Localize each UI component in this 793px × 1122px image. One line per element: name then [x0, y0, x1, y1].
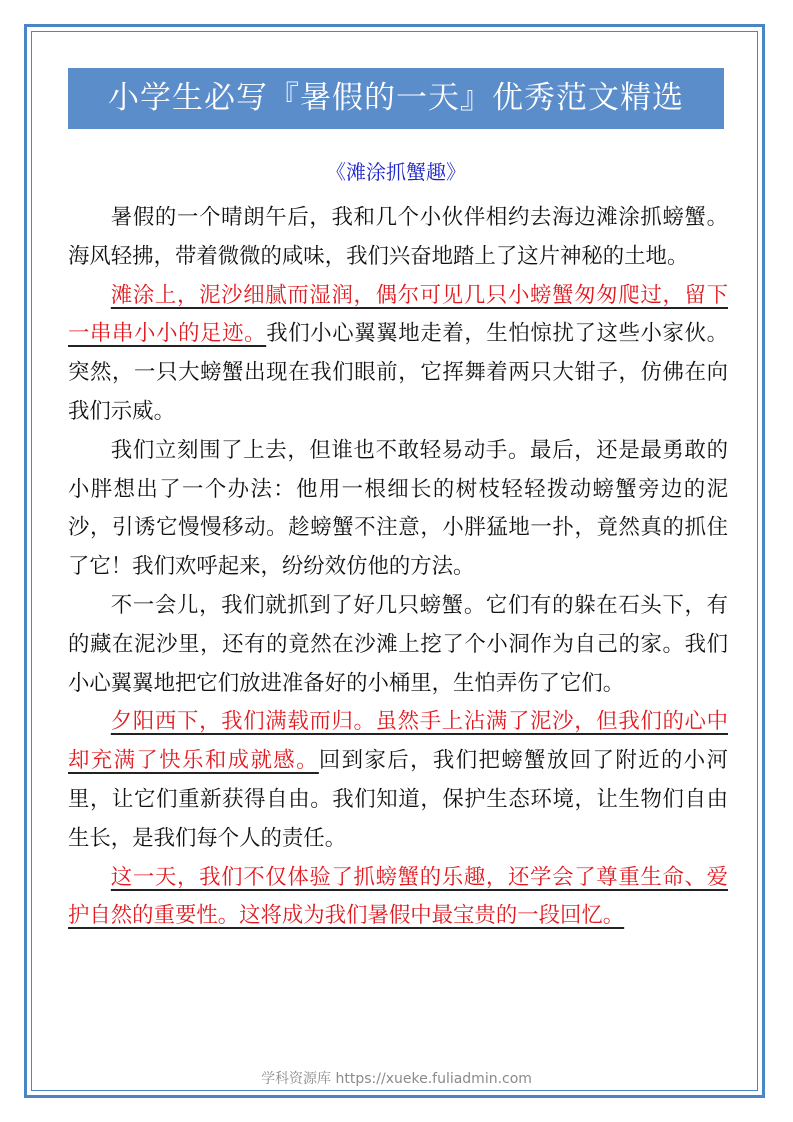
highlighted-sentence: 夕阳西下，我们满载而归。虽然手上沾满了泥沙，但我们的心中却充满了快乐和成就感。: [68, 709, 728, 774]
essay-title: 《滩涂抓蟹趣》: [326, 160, 466, 184]
paragraph-6: [68, 859, 728, 937]
highlighted-sentence: 滩涂上，泥沙细腻而湿润，偶尔可见几只小螃蟹匆匆爬过，留下一串串小小的足迹。: [68, 282, 728, 347]
paragraph-2: [68, 277, 728, 432]
paragraph-text: 我们小心翼翼地走着，生怕惊扰了这些小家伙。突然，一只大螃蟹出现在我们眼前，它挥舞着两只大钳子，仿佛在向我们示威。: [68, 321, 728, 424]
page-title: 小学生必写『暑假的一天』优秀范文精选: [68, 68, 724, 129]
paragraph-4: 不一会儿，我们就抓到了好几只螃蟹。它们有的躲在石头下，有的藏在泥沙里，还有的竟然在沙滩上挖了个小洞作为自己的家。我们小心翼翼地把它们放进准备好的小桶里，生怕弄伤了它们。: [68, 592, 728, 696]
paragraph-text: 回到家后，我们把螃蟹放回了附近的小河里，让它们重新获得自由。我们知道，保护生态环境，让生物们自由生长，是我们每个人的责任。: [68, 748, 728, 851]
paragraph-5: [68, 703, 728, 858]
footer-watermark: 学科资源库 https://xueke.fuliadmin.com: [261, 1071, 532, 1087]
paragraph-1: 暑假的一个晴朗午后，我和几个小伙伴相约去海边滩涂抓螃蟹。海风轻拂，带着微微的咸味，我们兴奋地踏上了这片神秘的土地。: [68, 205, 728, 269]
highlighted-sentence: 这一天，我们不仅体验了抓螃蟹的乐趣，还学会了尊重生命、爱护自然的重要性。这将成为我们暑假中最宝贵的一段回忆。: [68, 864, 728, 929]
paragraph-3: 我们立刻围了上去，但谁也不敢轻易动手。最后，还是最勇敢的小胖想出了一个办法：他用一根细长的树枝轻轻拨动螃蟹旁边的泥沙，引诱它慢慢移动。趁螃蟹不注意，小胖猛地一扑，竟然真的抓住了它！我们欢呼起来，纷纷效仿他的方法。: [68, 437, 728, 580]
essay-body: [68, 199, 728, 936]
